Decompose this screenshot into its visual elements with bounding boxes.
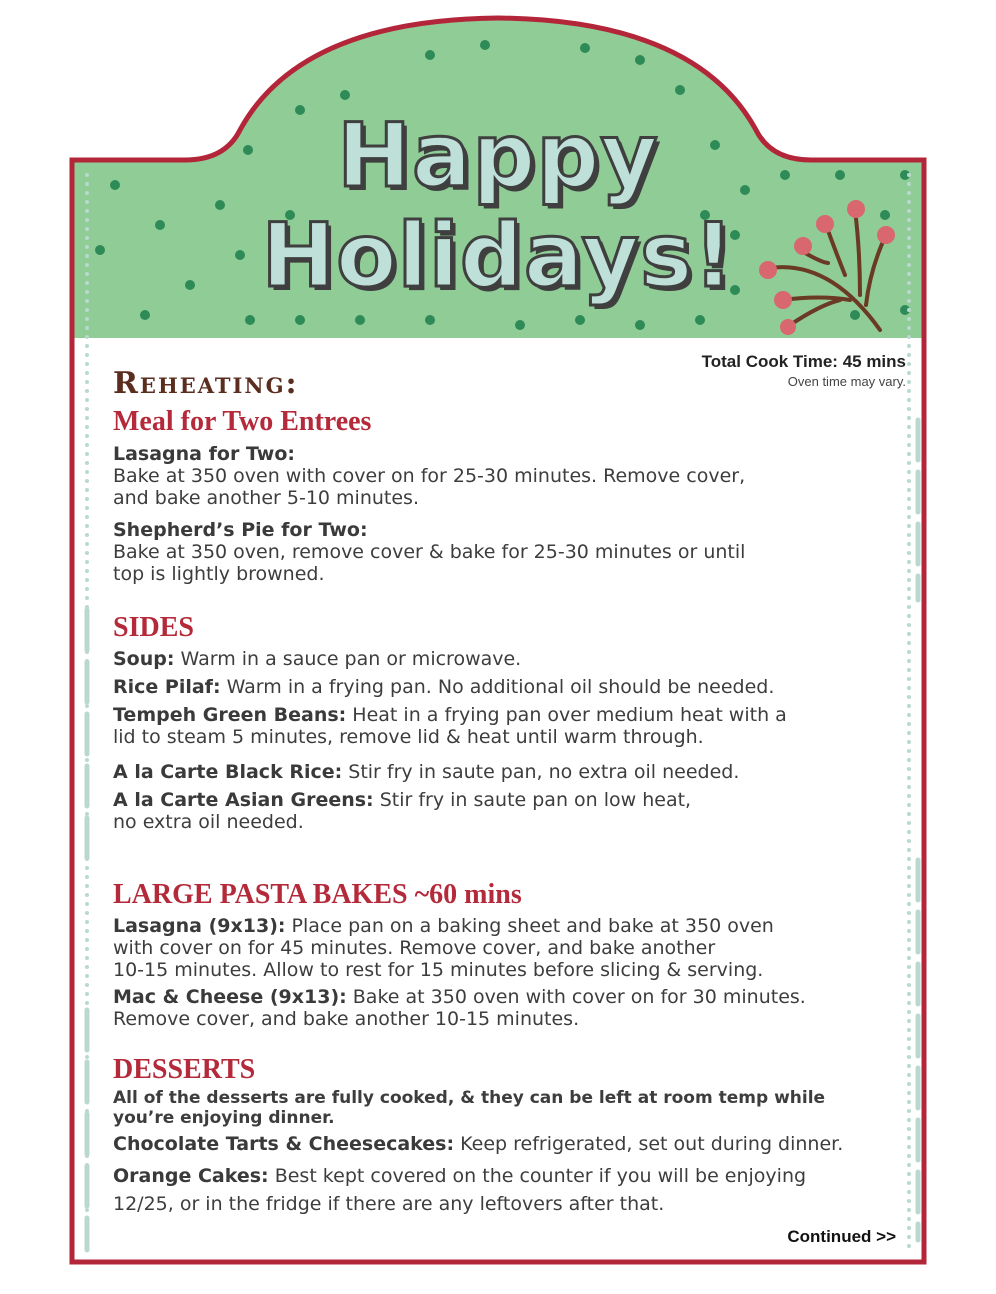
mac-cheese-item: Mac & Cheese (9x13): Bake at 350 oven with cover on for 30 minutes. Remove cover, and bake another 10-15 minutes. xyxy=(113,986,806,1030)
rice-pilaf-item: Rice Pilaf: Warm in a frying pan. No additional oil should be needed. xyxy=(113,676,775,698)
desserts-note: All of the desserts are fully cooked, & they can be left at room temp while you’re enjoying dinner. xyxy=(113,1088,826,1128)
oven-time-note: Oven time may vary. xyxy=(787,374,906,389)
total-cook-time: Total Cook Time: 45 mins xyxy=(701,352,906,371)
black-rice-item: A la Carte Black Rice: Stir fry in saute pan, no extra oil needed. xyxy=(113,761,740,783)
green-beans-item: Tempeh Green Beans: Heat in a frying pan over medium heat with a lid to steam 5 minutes, remove lid & heat until warm through. xyxy=(113,704,787,748)
tarts-item: Chocolate Tarts & Cheesecakes: Keep refrigerated, set out during dinner. xyxy=(113,1133,844,1155)
shepherds-pie-item: Shepherd’s Pie for Two: Bake at 350 oven, remove cover & bake for 25-30 minutes or until top is lightly browned. xyxy=(113,519,746,585)
meal-for-two-title: Meal for Two Entrees xyxy=(113,406,372,437)
orange-cakes-item: Orange Cakes: Best kept covered on the counter if you will be enjoying 12/25, or in the fridge if there are any leftovers after that. xyxy=(113,1165,807,1215)
asian-greens-item: A la Carte Asian Greens: Stir fry in saute pan on low heat, no extra oil needed. xyxy=(113,789,692,833)
cook-time-box xyxy=(702,352,906,389)
pasta-bakes-title: LARGE PASTA BAKES ~60 mins xyxy=(113,879,522,910)
soup-item: Soup: Warm in a sauce pan or microwave. xyxy=(113,648,522,670)
lasagna-two-item: Lasagna for Two: Bake at 350 oven with cover on for 25-30 minutes. Remove cover, and bake another 5-10 minutes. xyxy=(113,443,746,509)
sides-title: SIDES xyxy=(113,612,194,643)
title-holidays: Holidays! xyxy=(261,204,735,307)
item-name: Lasagna for Two: xyxy=(113,443,296,465)
reheating-heading: Reheating: xyxy=(113,366,299,401)
title-happy: Happy xyxy=(337,104,659,207)
continued-link[interactable]: Continued >> xyxy=(787,1227,896,1246)
item-name: Shepherd’s Pie for Two: xyxy=(113,519,368,541)
desserts-title: DESSERTS xyxy=(113,1054,256,1085)
lasagna-9x13-item: Lasagna (9x13): Place pan on a baking sheet and bake at 350 oven with cover on for 45 minutes. Remove cover, and bake another 10-15 minutes. Allow to rest for 15 minutes before slicing & serving. xyxy=(113,915,774,981)
